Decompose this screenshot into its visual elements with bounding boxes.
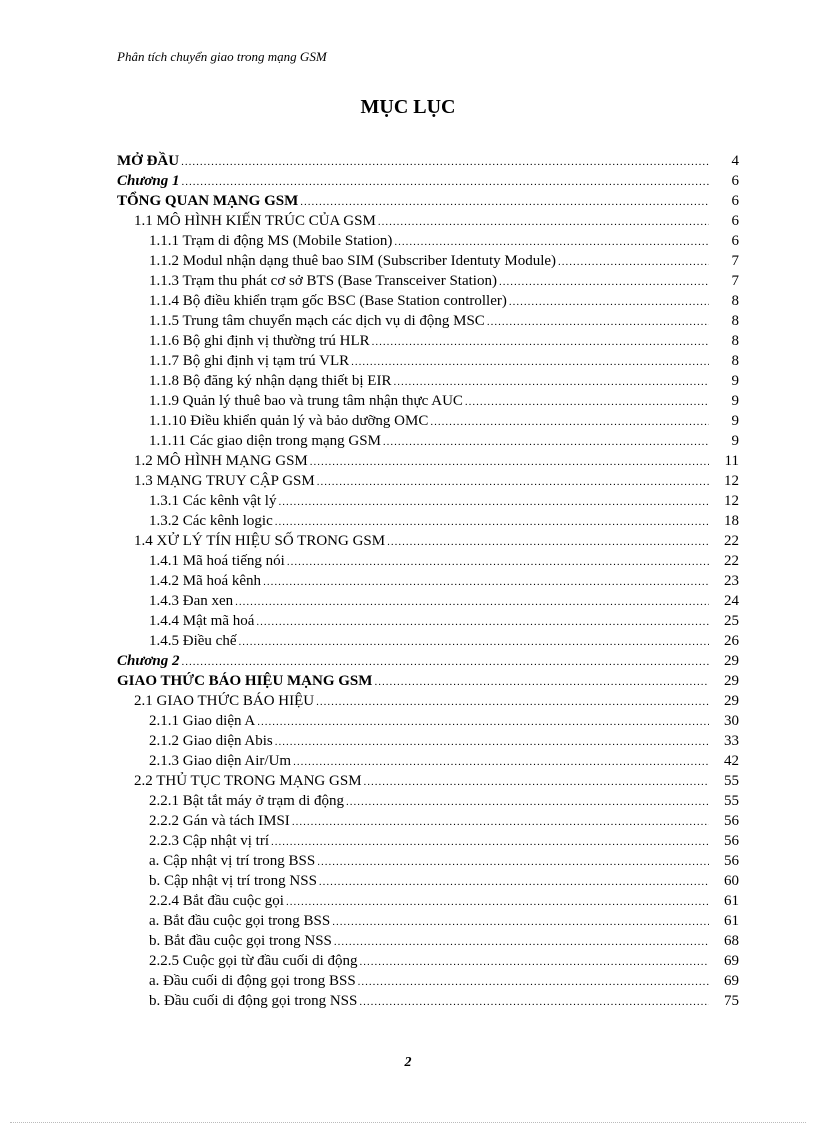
toc-entry-page: 12 bbox=[724, 473, 739, 489]
toc-dot-leader bbox=[378, 212, 709, 232]
toc-entry-label: 2.2.3 Cập nhật vị trí bbox=[149, 833, 269, 849]
toc-dot-leader bbox=[383, 432, 709, 452]
toc-entry[interactable] bbox=[117, 411, 739, 431]
toc-entry[interactable] bbox=[117, 591, 739, 611]
toc-dot-leader bbox=[351, 352, 709, 372]
toc-entry-label: 1.3.2 Các kênh logic bbox=[149, 513, 273, 529]
toc-dot-leader bbox=[360, 952, 709, 972]
toc-entry-page: 69 bbox=[724, 973, 739, 989]
toc-dot-leader bbox=[332, 912, 709, 932]
toc-dot-leader bbox=[286, 892, 709, 912]
toc-entry[interactable] bbox=[117, 931, 739, 951]
toc-entry-label: 1.1.11 Các giao diện trong mạng GSM bbox=[149, 433, 381, 449]
toc-entry-page: 29 bbox=[724, 653, 739, 669]
toc-entry-label: 2.2.1 Bật tắt máy ở trạm di động bbox=[149, 793, 344, 809]
toc-entry-label: 1.1.10 Điều khiển quản lý và bảo dưỡng OMC bbox=[149, 413, 429, 429]
toc-entry-label: 1.1.6 Bộ ghi định vị thường trú HLR bbox=[149, 333, 370, 349]
toc-entry-page: 7 bbox=[731, 253, 739, 269]
toc-dot-leader bbox=[509, 292, 709, 312]
toc-entry-page: 23 bbox=[724, 573, 739, 589]
toc-entry-label: 1.1.3 Trạm thu phát cơ sở BTS (Base Transceiver Station) bbox=[149, 273, 497, 289]
toc-entry-page: 9 bbox=[731, 393, 739, 409]
toc-entry-page: 33 bbox=[724, 733, 739, 749]
toc-entry-page: 25 bbox=[724, 613, 739, 629]
toc-entry-page: 56 bbox=[724, 853, 739, 869]
toc-dot-leader bbox=[275, 512, 709, 532]
toc-dot-leader bbox=[364, 772, 709, 792]
toc-entry[interactable] bbox=[117, 151, 739, 171]
page-title: MỤC LỤC bbox=[360, 96, 456, 118]
toc-dot-leader bbox=[263, 572, 709, 592]
toc-entry-label: a. Bắt đầu cuộc gọi trong BSS bbox=[149, 913, 331, 929]
toc-dot-leader bbox=[316, 692, 709, 712]
toc-entry-page: 9 bbox=[731, 373, 739, 389]
toc-dot-leader bbox=[181, 152, 709, 172]
toc-entry-label: 2.2.4 Bắt đầu cuộc gọi bbox=[149, 893, 284, 909]
toc-entry-page: 55 bbox=[724, 793, 739, 809]
toc-entry-label: MỞ ĐẦU bbox=[117, 153, 180, 169]
running-header: Phân tích chuyển giao trong mạng GSM bbox=[117, 49, 327, 64]
table-of-contents bbox=[117, 151, 739, 1011]
toc-entry-page: 7 bbox=[731, 273, 739, 289]
toc-entry-page: 11 bbox=[724, 453, 739, 469]
toc-dot-leader bbox=[271, 832, 709, 852]
toc-entry-page: 9 bbox=[731, 413, 739, 429]
toc-entry[interactable] bbox=[117, 851, 739, 871]
toc-entry[interactable] bbox=[117, 991, 739, 1011]
toc-dot-leader bbox=[374, 672, 709, 692]
toc-entry[interactable] bbox=[117, 171, 739, 191]
toc-entry-page: 61 bbox=[724, 913, 739, 929]
toc-entry[interactable] bbox=[117, 451, 739, 471]
toc-entry-label: a. Đầu cuối di động gọi trong BSS bbox=[149, 973, 356, 989]
toc-entry-label: Chương 1 bbox=[117, 173, 180, 189]
toc-dot-leader bbox=[310, 452, 709, 472]
toc-dot-leader bbox=[292, 812, 709, 832]
toc-entry-label: 2.1.1 Giao diện A bbox=[149, 713, 256, 729]
toc-entry-label: 1.1.5 Trung tâm chuyển mạch các dịch vụ di động MSC bbox=[149, 313, 485, 329]
toc-entry-label: Chương 2 bbox=[117, 653, 180, 669]
toc-entry[interactable] bbox=[117, 631, 739, 651]
toc-entry[interactable] bbox=[117, 191, 739, 211]
toc-entry-page: 6 bbox=[731, 233, 739, 249]
toc-dot-leader bbox=[256, 612, 709, 632]
toc-entry-page: 30 bbox=[724, 713, 739, 729]
toc-entry-page: 8 bbox=[731, 313, 739, 329]
toc-entry-label: 1.1.9 Quản lý thuê bao và trung tâm nhận thực AUC bbox=[149, 393, 463, 409]
toc-entry-label: 1.4.2 Mã hoá kênh bbox=[149, 573, 262, 589]
toc-entry-label: a. Cập nhật vị trí trong BSS bbox=[149, 853, 316, 869]
toc-entry[interactable] bbox=[117, 911, 739, 931]
toc-entry-page: 22 bbox=[724, 533, 739, 549]
toc-dot-leader bbox=[275, 732, 709, 752]
toc-entry-label: 2.1 GIAO THỨC BÁO HIỆU bbox=[134, 693, 315, 709]
toc-entry[interactable] bbox=[117, 351, 739, 371]
toc-entry[interactable] bbox=[117, 791, 739, 811]
toc-entry-label: 1.1.7 Bộ ghi định vị tạm trú VLR bbox=[149, 353, 350, 369]
toc-entry[interactable] bbox=[117, 551, 739, 571]
toc-dot-leader bbox=[317, 472, 709, 492]
toc-entry-page: 12 bbox=[724, 493, 739, 509]
toc-dot-leader bbox=[387, 532, 709, 552]
toc-entry-label: 1.4.5 Điều chế bbox=[149, 633, 237, 649]
toc-entry-label: b. Bắt đầu cuộc gọi trong NSS bbox=[149, 933, 332, 949]
toc-entry-label: b. Cập nhật vị trí trong NSS bbox=[149, 873, 317, 889]
toc-entry[interactable] bbox=[117, 571, 739, 591]
toc-dot-leader bbox=[558, 252, 709, 272]
toc-entry-page: 22 bbox=[724, 553, 739, 569]
toc-entry-label: 2.1.3 Giao diện Air/Um bbox=[149, 753, 292, 769]
toc-dot-leader bbox=[393, 372, 709, 392]
toc-entry-label: GIAO THỨC BÁO HIỆU MẠNG GSM bbox=[117, 673, 373, 689]
toc-entry-page: 68 bbox=[724, 933, 739, 949]
toc-entry[interactable] bbox=[117, 691, 739, 711]
toc-dot-leader bbox=[278, 492, 709, 512]
toc-entry-page: 56 bbox=[724, 833, 739, 849]
toc-entry[interactable] bbox=[117, 951, 739, 971]
toc-entry[interactable] bbox=[117, 211, 739, 231]
toc-entry-page: 61 bbox=[724, 893, 739, 909]
toc-entry[interactable] bbox=[117, 711, 739, 731]
toc-entry[interactable] bbox=[117, 311, 739, 331]
toc-entry-label: 1.4.1 Mã hoá tiếng nói bbox=[149, 553, 285, 569]
toc-entry[interactable] bbox=[117, 651, 739, 671]
toc-dot-leader bbox=[346, 792, 709, 812]
toc-entry-page: 6 bbox=[731, 173, 739, 189]
toc-entry[interactable] bbox=[117, 531, 739, 551]
toc-entry[interactable] bbox=[117, 831, 739, 851]
toc-entry-label: 1.1 MÔ HÌNH KIẾN TRÚC CỦA GSM bbox=[134, 213, 376, 229]
toc-entry[interactable] bbox=[117, 231, 739, 251]
toc-entry[interactable] bbox=[117, 511, 739, 531]
toc-entry[interactable] bbox=[117, 971, 739, 991]
toc-entry[interactable] bbox=[117, 871, 739, 891]
toc-entry[interactable] bbox=[117, 811, 739, 831]
toc-entry[interactable] bbox=[117, 751, 739, 771]
toc-entry[interactable] bbox=[117, 771, 739, 791]
toc-entry-label: 2.2 THỦ TỤC TRONG MẠNG GSM bbox=[134, 773, 362, 789]
toc-dot-leader bbox=[487, 312, 709, 332]
toc-entry-page: 8 bbox=[731, 333, 739, 349]
toc-entry-label: 2.2.5 Cuộc gọi từ đầu cuối di động bbox=[149, 953, 358, 969]
toc-entry[interactable] bbox=[117, 331, 739, 351]
toc-dot-leader bbox=[181, 652, 709, 672]
toc-entry-label: 1.1.4 Bộ điều khiển trạm gốc BSC (Base Station controller) bbox=[149, 293, 507, 309]
toc-dot-leader bbox=[257, 712, 709, 732]
toc-entry[interactable] bbox=[117, 371, 739, 391]
toc-entry-label: 1.1.2 Modul nhận dạng thuê bao SIM (Subscriber Identuty Module) bbox=[149, 253, 557, 269]
toc-entry-label: 2.2.2 Gán và tách IMSI bbox=[149, 813, 290, 829]
toc-entry-page: 26 bbox=[724, 633, 739, 649]
toc-entry-page: 60 bbox=[724, 873, 739, 889]
toc-entry[interactable] bbox=[117, 391, 739, 411]
toc-entry[interactable] bbox=[117, 291, 739, 311]
toc-entry-label: 1.3.1 Các kênh vật lý bbox=[149, 493, 277, 509]
toc-dot-leader bbox=[499, 272, 709, 292]
toc-entry-label: 1.1.1 Trạm di động MS (Mobile Station) bbox=[149, 233, 393, 249]
toc-dot-leader bbox=[235, 592, 709, 612]
toc-dot-leader bbox=[181, 172, 709, 192]
toc-entry-page: 69 bbox=[724, 953, 739, 969]
toc-dot-leader bbox=[430, 412, 709, 432]
toc-entry-page: 42 bbox=[724, 753, 739, 769]
toc-entry-page: 56 bbox=[724, 813, 739, 829]
toc-entry-page: 29 bbox=[724, 693, 739, 709]
toc-dot-leader bbox=[394, 232, 709, 252]
toc-dot-leader bbox=[317, 852, 709, 872]
toc-dot-leader bbox=[238, 632, 709, 652]
toc-dot-leader bbox=[358, 972, 709, 992]
toc-entry-label: 1.1.8 Bộ đăng ký nhận dạng thiết bị EIR bbox=[149, 373, 392, 389]
toc-entry-page: 4 bbox=[731, 153, 739, 169]
toc-entry-page: 18 bbox=[724, 513, 739, 529]
toc-entry[interactable] bbox=[117, 731, 739, 751]
toc-entry[interactable] bbox=[117, 271, 739, 291]
page-number: 2 bbox=[404, 1055, 412, 1070]
toc-entry-page: 8 bbox=[731, 353, 739, 369]
toc-entry-label: 1.4 XỬ LÝ TÍN HIỆU SỐ TRONG GSM bbox=[134, 533, 386, 549]
toc-entry-page: 24 bbox=[724, 593, 739, 609]
toc-dot-leader bbox=[287, 552, 709, 572]
toc-entry-label: 1.4.3 Đan xen bbox=[149, 593, 234, 609]
toc-entry-label: b. Đầu cuối di động gọi trong NSS bbox=[149, 993, 358, 1009]
toc-entry-page: 75 bbox=[724, 993, 739, 1009]
toc-entry-page: 6 bbox=[731, 193, 739, 209]
toc-entry-label: TỔNG QUAN MẠNG GSM bbox=[117, 193, 299, 209]
toc-dot-leader bbox=[359, 992, 709, 1012]
toc-entry-page: 29 bbox=[724, 673, 739, 689]
toc-entry-label: 1.4.4 Mật mã hoá bbox=[149, 613, 255, 629]
toc-entry-label: 2.1.2 Giao diện Abis bbox=[149, 733, 273, 749]
toc-dot-leader bbox=[293, 752, 709, 772]
toc-entry-page: 55 bbox=[724, 773, 739, 789]
toc-entry-page: 9 bbox=[731, 433, 739, 449]
toc-entry[interactable] bbox=[117, 671, 739, 691]
toc-dot-leader bbox=[372, 332, 709, 352]
toc-entry[interactable] bbox=[117, 491, 739, 511]
toc-entry[interactable] bbox=[117, 431, 739, 451]
toc-dot-leader bbox=[319, 872, 709, 892]
toc-dot-leader bbox=[465, 392, 709, 412]
toc-entry[interactable] bbox=[117, 611, 739, 631]
toc-dot-leader bbox=[300, 192, 709, 212]
toc-dot-leader bbox=[334, 932, 709, 952]
toc-entry[interactable] bbox=[117, 251, 739, 271]
toc-entry[interactable] bbox=[117, 891, 739, 911]
toc-entry[interactable] bbox=[117, 471, 739, 491]
toc-entry-page: 6 bbox=[731, 213, 739, 229]
toc-entry-page: 8 bbox=[731, 293, 739, 309]
toc-entry-label: 1.3 MẠNG TRUY CẬP GSM bbox=[134, 473, 315, 489]
toc-entry-label: 1.2 MÔ HÌNH MẠNG GSM bbox=[134, 453, 308, 469]
